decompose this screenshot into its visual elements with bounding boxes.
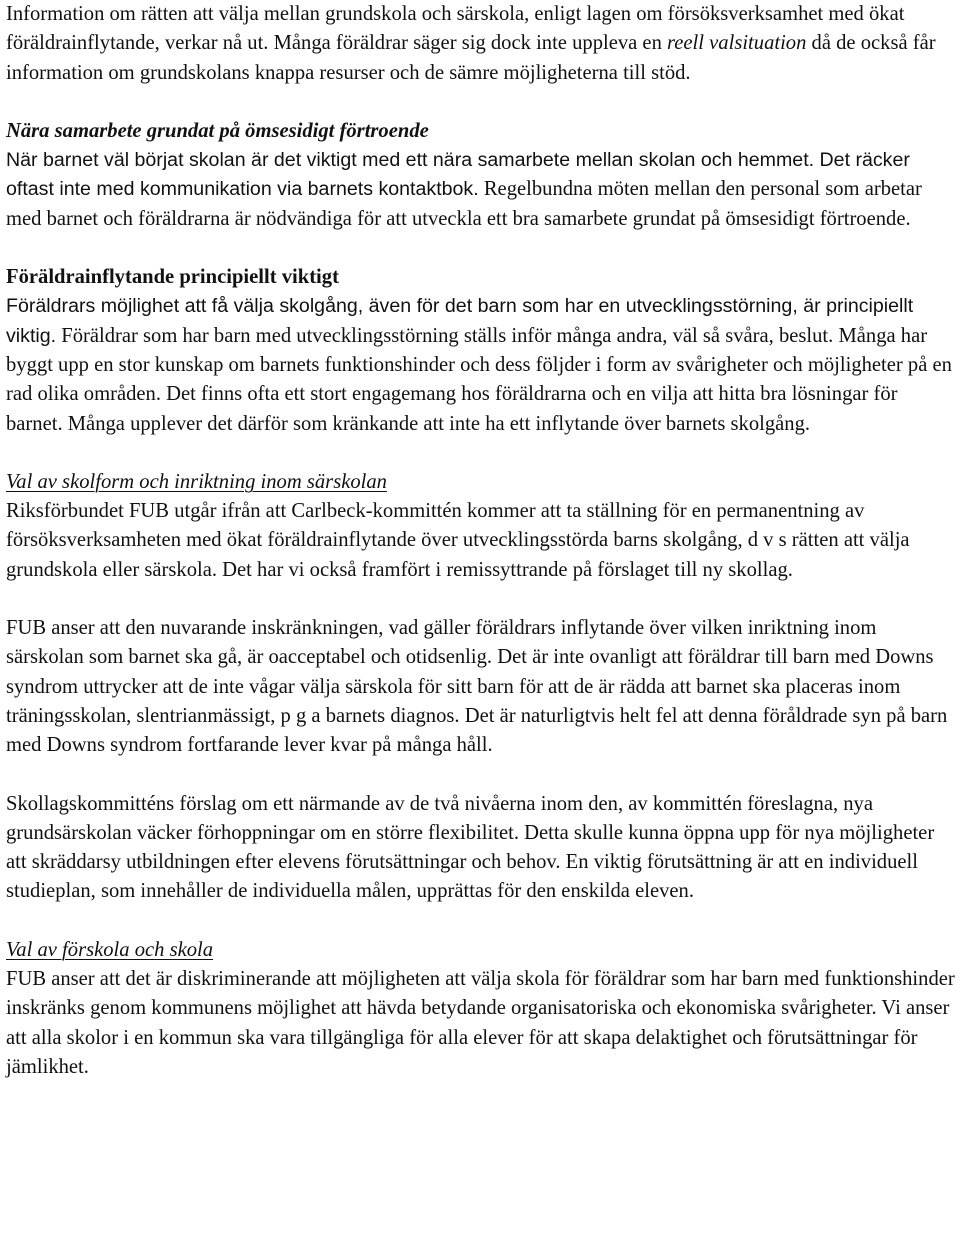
intro-text-start: Information om rätten att välja mellan grundskola och särskola, enligt lagen om försöksverksamhet med ökat föräldrainflytande, verkar nå ut. Många föräldrar säger sig dock inte uppleva en — [6, 3, 905, 55]
paragraph-gap — [6, 585, 958, 614]
paragraph-gap — [6, 234, 958, 263]
paragraph-gap — [6, 439, 958, 468]
inflytande-paragraph — [6, 292, 958, 438]
paragraph-gap — [6, 88, 958, 117]
samarbete-paragraph — [6, 146, 958, 234]
intro-emphasis: reell valsituation — [667, 32, 807, 55]
paragraph-gap — [6, 907, 958, 936]
document-page — [6, 0, 958, 1082]
intro-text-end: då de också får information om grundskolans knappa resurser och de sämre möjligheterna till stöd. — [6, 32, 936, 84]
inflytande-text-sans: Föräldrars möjlighet att få välja skolgång, även för det barn som har en utvecklingsstörning, är principiellt viktig. — [6, 295, 914, 347]
skolform-paragraph-1: Riksförbundet FUB utgår ifrån att Carlbeck-kommittén kommer att ta ställning för en permanentning av försöksverksamheten med ökat föräldrainflytande över utvecklingsstörda barns skolgång, d v s rätten att välja grundskola eller särskola. Det har vi också framfört i remissyttrande på förslaget till ny skollag. — [6, 500, 910, 581]
skolform-paragraph-2: FUB anser att den nuvarande inskränkningen, vad gäller föräldrars inflytande över vilken inriktning inom särskolan som barnet ska gå, är oacceptabel och otidsenlig. Det är inte ovanligt att föräldrar till barn med Downs syndrom uttrycker att de inte vågar välja särskola för sitt barn för att de är rädda att barnet ska placeras inom träningsskolan, slentrianmässigt, p g a barnets diagnos. Det är naturligtvis helt fel att denna föråldrade syn på barn med Downs syndrom fortfarande lever kvar på många håll. — [6, 617, 948, 757]
skolform-paragraph-3: Skollagskommitténs förslag om ett närmande av de två nivåerna inom den, av kommittén föreslagna, nya grundsärskolan väcker förhoppningar om en större flexibilitet. Detta skulle kunna öppna upp för nya möjligheter att skräddarsy utbildningen efter elevens förutsättningar och behov. En viktig förutsättning är att en individuell studieplan, som innehåller de individuella målen, upprättas för den enskilda eleven. — [6, 792, 935, 903]
samarbete-text-sans: När barnet väl börjat skolan är det viktigt med ett nära samarbete mellan skolan och hemmet. Det räcker oftast inte med kommunikation via barnets kontaktbok. — [6, 149, 910, 201]
heading-inflytande: Föräldrainflytande principiellt viktigt — [6, 266, 339, 289]
heading-skolform: Val av skolform och inriktning inom särskolan — [6, 470, 387, 493]
heading-samarbete: Nära samarbete grundat på ömsesidigt förtroende — [6, 119, 429, 142]
paragraph-gap — [6, 761, 958, 790]
forskola-paragraph: FUB anser att det är diskriminerande att möjligheten att välja skola för föräldrar som har barn med funktionshinder inskränks genom kommunens möjlighet att hävda betydande organisatoriska och ekonomiska svårigheter. Vi anser att alla skolor i en kommun ska vara tillgängliga för alla elever för att skapa delaktighet och förutsättningar för jämlikhet. — [6, 968, 955, 1078]
samarbete-text-serif: Regelbundna möten mellan den personal som arbetar med barnet och föräldrarna är nödvändiga för att utveckla ett bra samarbete grundat på ömsesidigt förtroende. — [6, 178, 922, 230]
inflytande-text-serif: Föräldrar som har barn med utvecklingsstörning ställs inför många andra, väl så svåra, beslut. Många har byggt upp en stor kunskap om barnets funktionshinder och dess följder i form av svårigheter och möjligheter på en rad olika områden. Det finns ofta ett stort engagemang hos föräldrarna och en vilja att hitta bra lösningar för barnet. Många upplever det därför som kränkande att inte ha ett inflytande över barnets skolgång. — [6, 324, 952, 435]
intro-paragraph — [6, 0, 958, 88]
heading-forskola: Val av förskola och skola — [6, 938, 214, 961]
